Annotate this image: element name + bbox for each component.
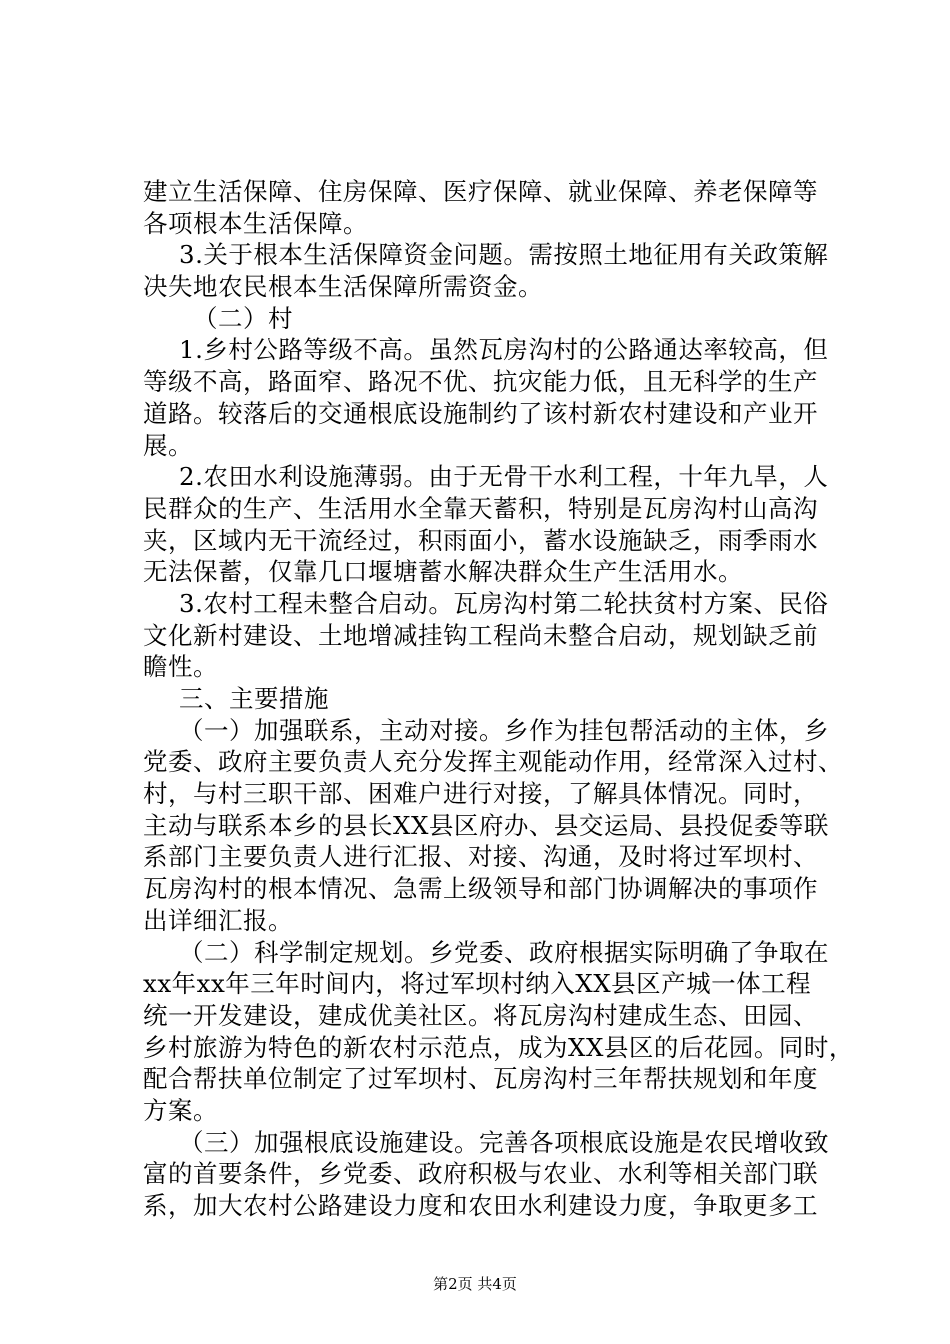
text-line: 2.农田水利设施薄弱。由于无骨干水利工程，十年九旱，人 (179, 462, 829, 492)
text-line: 配合帮扶单位制定了过军坝村、瓦房沟村三年帮扶规划和年度 (143, 1064, 818, 1094)
text-line: 方案。 (143, 1095, 218, 1125)
section-heading: 三、主要措施 (179, 684, 329, 713)
text-line: 3.农村工程未整合启动。瓦房沟村第二轮扶贫村方案、民俗 (179, 588, 829, 618)
section-heading: （二）村 (193, 303, 293, 333)
text-line: 系部门主要负责人进行汇报、对接、沟通，及时将过军坝村、 (143, 842, 818, 872)
text-line: 系，加大农村公路建设力度和农田水利建设力度，争取更多工 (143, 1191, 818, 1220)
text-line: （一）加强联系，主动对接。乡作为挂包帮活动的主体，乡 (179, 715, 829, 745)
document-body (143, 176, 854, 1222)
text-line: 展。 (143, 430, 193, 460)
text-line: 民群众的生产、生活用水全靠天蓄积，特别是瓦房沟村山高沟 (143, 493, 818, 523)
text-line: xx年xx年三年时间内，将过军坝村纳入XX县区产城一体工程 (143, 969, 812, 999)
text-line: 富的首要条件，乡党委、政府积极与农业、水利等相关部门联 (143, 1159, 818, 1189)
text-line: 无法保蓄，仅靠几口堰塘蓄水解决群众生产生活用水。 (143, 557, 743, 587)
text-line: 建立生活保障、住房保障、医疗保障、就业保障、养老保障等 (143, 177, 818, 206)
text-line: 1.乡村公路等级不高。虽然瓦房沟村的公路通达率较高，但 (179, 335, 829, 365)
text-line: 乡村旅游为特色的新农村示范点，成为XX县区的后花园。同时， (143, 1032, 854, 1062)
text-line: （三）加强根底设施建设。完善各项根底设施是农民增收致 (179, 1127, 829, 1157)
page-number: 第2页 共4页 (433, 1275, 517, 1293)
text-line: （二）科学制定规划。乡党委、政府根据实际明确了争取在 (179, 937, 829, 967)
text-line: 村，与村三职干部、困难户进行对接，了解具体情况。同时， (143, 779, 818, 809)
text-line: 夹，区域内无干流经过，积雨面小，蓄水设施缺乏，雨季雨水 (143, 525, 818, 555)
text-line: 道路。较落后的交通根底设施制约了该村新农村建设和产业开 (143, 398, 818, 428)
text-line: 主动与联系本乡的县长XX县区府办、县交运局、县投促委等联 (143, 810, 829, 840)
text-line: 等级不高，路面窄、路况不优、抗灾能力低，且无科学的生产 (143, 367, 818, 397)
text-line: 瓦房沟村的根本情况、急需上级领导和部门协调解决的事项作 (143, 874, 818, 904)
text-line: 出详细汇报。 (143, 905, 293, 935)
text-line: 瞻性。 (143, 652, 218, 682)
text-line: 党委、政府主要负责人充分发挥主观能动作用，经常深入过村、 (143, 747, 843, 777)
text-line: 决失地农民根本生活保障所需资金。 (143, 272, 543, 302)
text-line: 统一开发建设，建成优美社区。将瓦房沟村建成生态、田园、 (143, 1000, 818, 1030)
text-line: 文化新村建设、土地增减挂钩工程尚未整合启动，规划缺乏前 (143, 620, 818, 650)
text-line: 各项根本生活保障。 (143, 208, 368, 238)
text-line: 3.关于根本生活保障资金问题。需按照土地征用有关政策解 (179, 240, 829, 270)
